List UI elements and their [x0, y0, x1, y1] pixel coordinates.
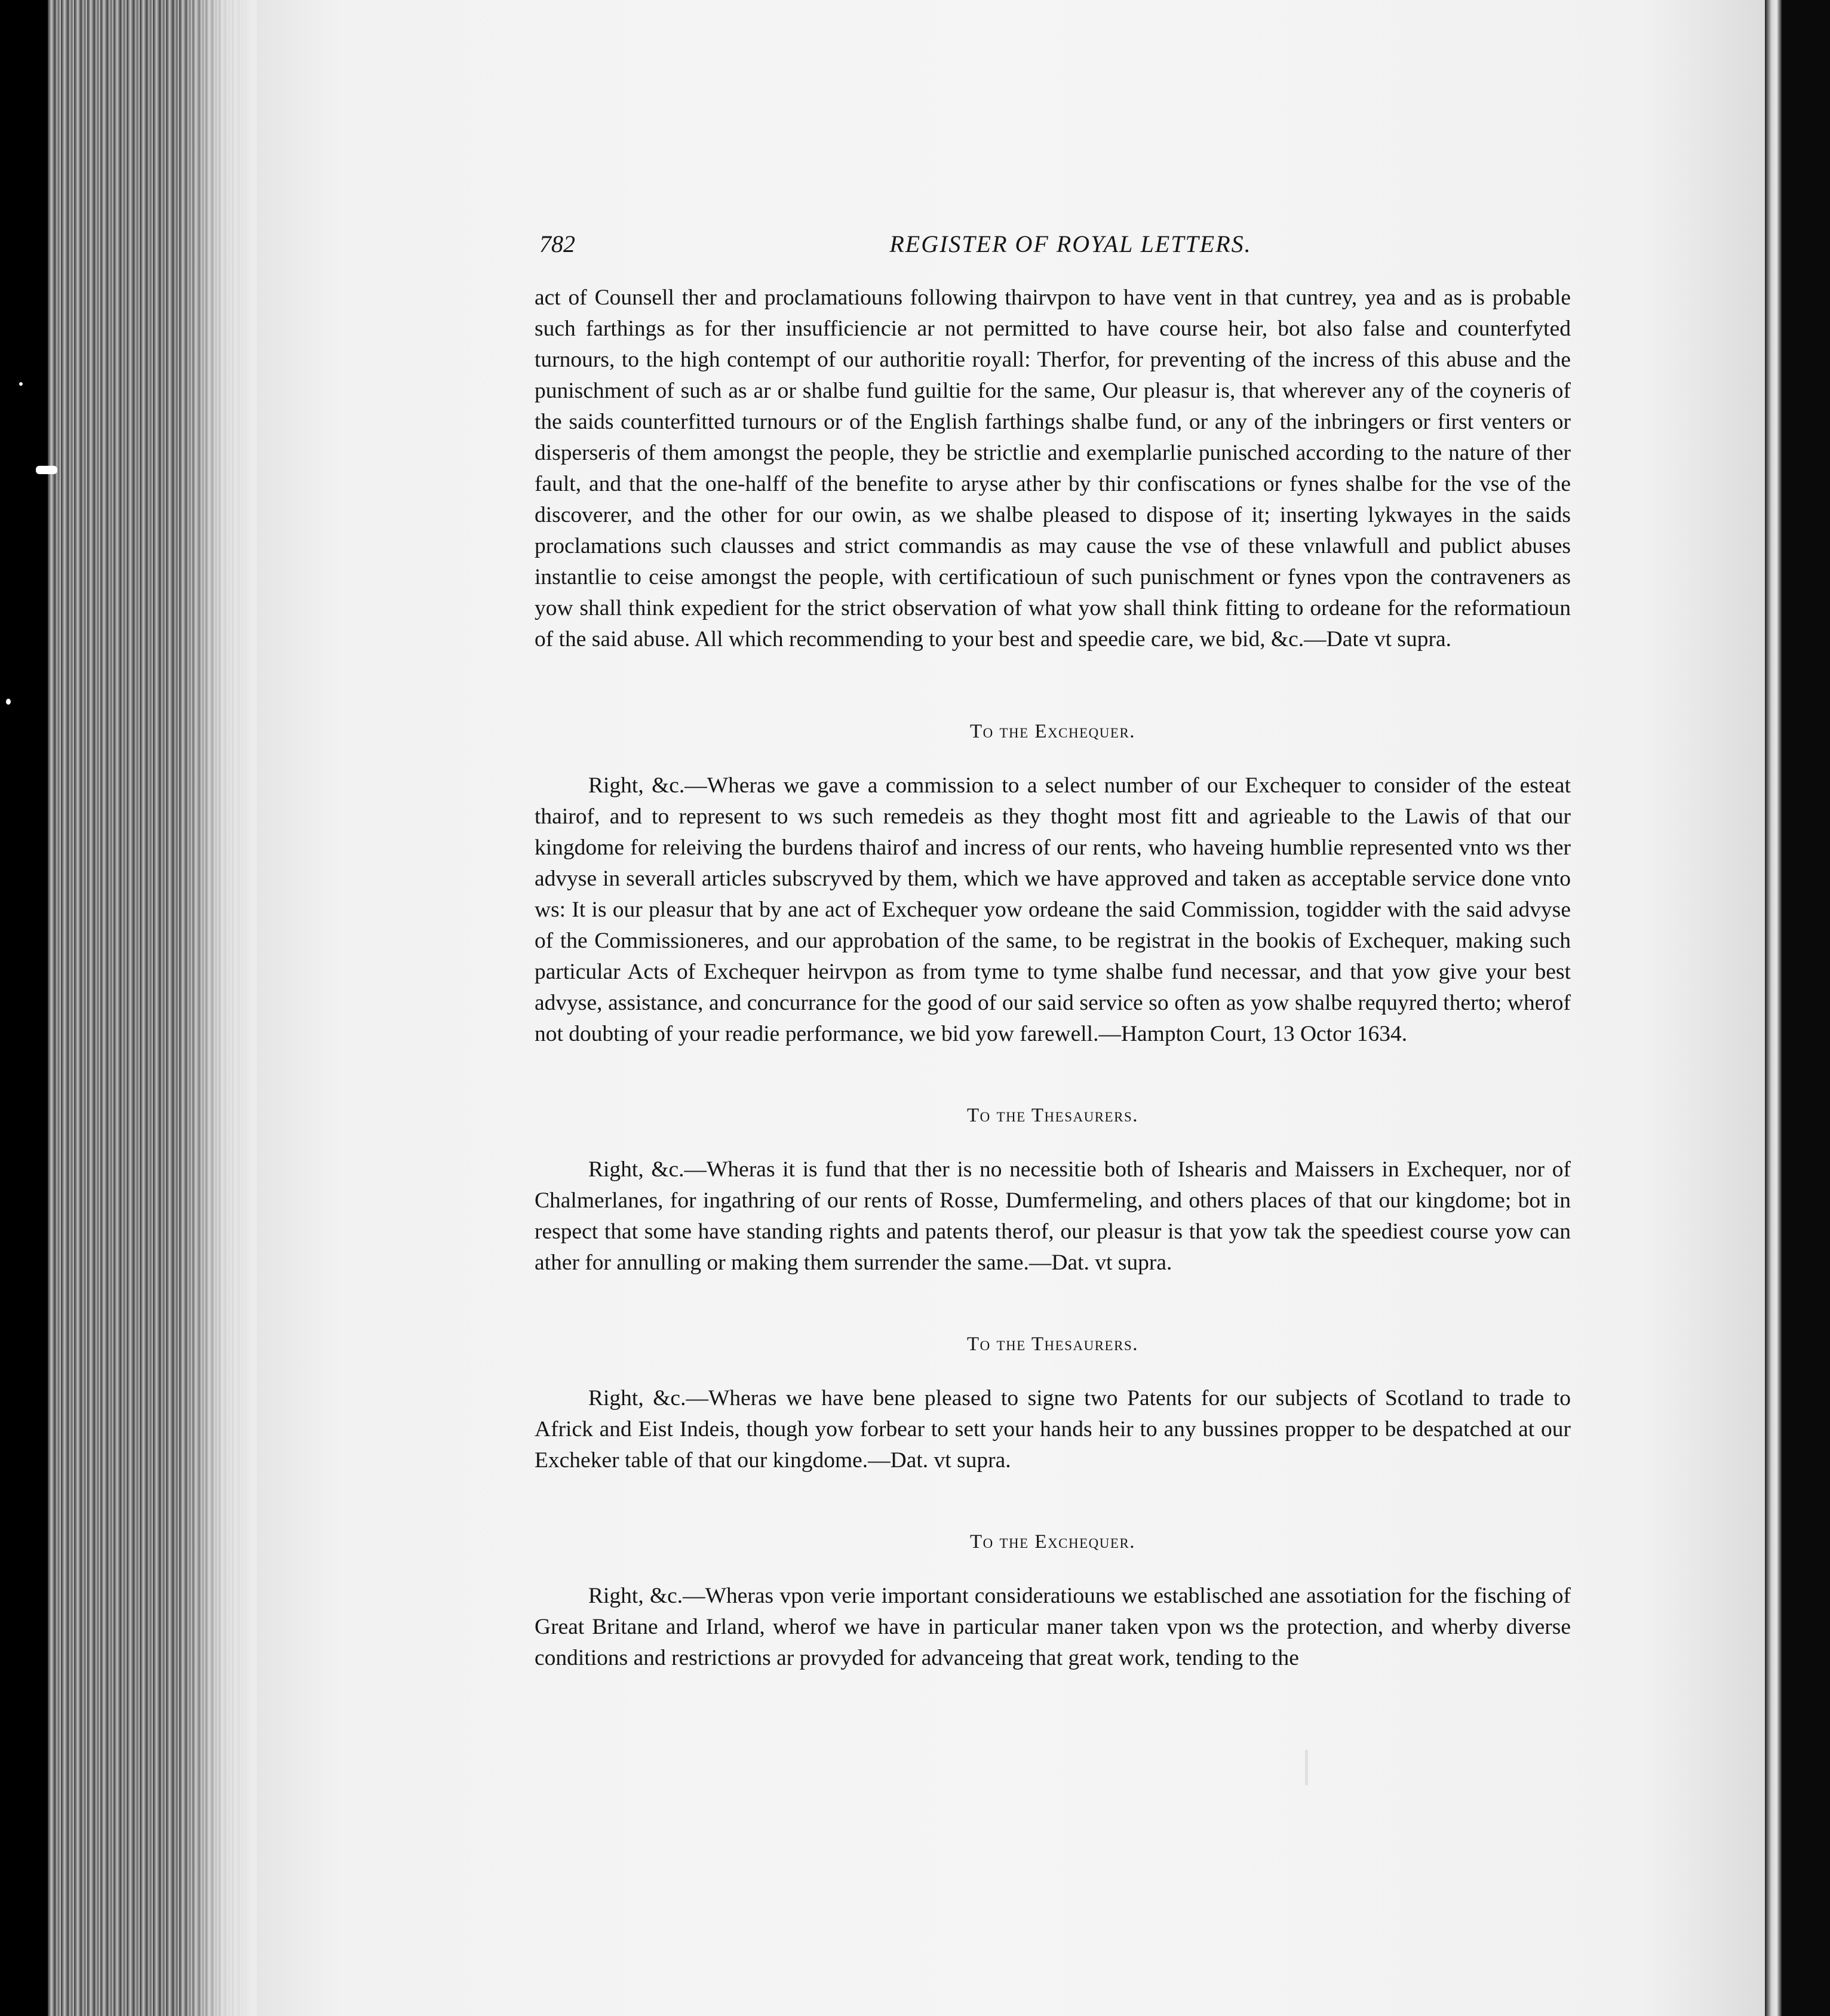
scan-scratch	[1305, 1750, 1308, 1785]
scan-speck	[19, 382, 23, 386]
section-paragraph: Right, &c.—Wheras it is fund that ther is no necessitie both of Ishearis and Maissers in Exchequer, nor of Chalmerlanes, for ingathring of our rents of Rosse, Dumfermeling, and others places of that our kingdome; bot in respect that some have standing rights and patents therof, our pleasur is that yow tak the speediest course yow can ather for annulling or making them surrender the same.—Dat. vt supra.	[535, 1157, 1571, 1275]
section-paragraph: Right, &c.—Wheras we have bene pleased to signe two Patents for our subjects of Scotland to trade to Africk and Eist Indeis, though yow forbear to sett your hands heir to any bussines propper to be despatched at our Excheker table of that our kingdome.—Dat. vt supra.	[535, 1386, 1571, 1473]
page-header	[535, 230, 1571, 266]
scan-speck	[36, 466, 57, 474]
section-paragraph: Right, &c.—Wheras vpon verie important consideratiouns we establisched ane assotiation for the fisching of Great Britane and Irland, wherof we have in particular maner taken vpon ws the protection, and wherby diverse conditions and restrictions ar provyded for advanceing that great work, tending to the	[535, 1584, 1571, 1670]
section-heading: To the Thesaurers.	[967, 1105, 1138, 1126]
section-paragraph: Right, &c.—Wheras we gave a commission to a select number of our Exchequer to consider of the esteat thairof, and to represent to ws such remedeis as they thoght most fitt and agrieable to the Lawis of that our kingdome for releiving the burdens thairof and incress of our rents, who haveing humblie represented vnto ws ther advyse in severall articles subscryved by them, which we have approved and taken as acceptable service done vnto ws: It is our pleasur that by ane act of Exchequer yow ordeane the said Commission, togidder with the said advyse of the Commissioneres, and our approbation of the same, to be registrat in the bookis of Exchequer, making such particular Acts of Exchequer heirvpon as from tyme to tyme shalbe fund necessar, and that yow give your best advyse, assistance, and concurrance for the good of our said service so often as yow shalbe requyred therto; wherof not doubting of your readie performance, we bid yow farewell.—Hampton Court, 13 Octor 1634.	[535, 773, 1571, 1046]
text-block	[535, 230, 1571, 1674]
section-heading: To the Thesaurers.	[967, 1333, 1138, 1355]
page-gutter-shadow	[179, 0, 257, 2016]
right-scan-border	[1765, 0, 1830, 2016]
running-title: REGISTER OF ROYAL LETTERS.	[889, 231, 1252, 257]
opening-paragraph: act of Counsell ther and proclamatiouns following thairvpon to have vent in that cuntrey, yea and as is probable such farthings as for ther insufficiencie ar not permitted to have course heir, bot also false and counterfyted turnours, to the high contempt of our authoritie royall: Therfor, for preventing of the incress of this abuse and the punischment of such as ar or shalbe fund guiltie for the same, Our pleasur is, that wherever any of the coyneris of the saids counterfitted turnours or of the English farthings shalbe fund, or any of the inbringers or first venters or disperseris of them amongst the people, they be strictlie and exemplarlie punisched according to the nature of ther fault, and that the one-halff of the benefite to aryse ather by thir confiscations or fynes shalbe for the vse of the discoverer, and the other for our owin, as we shalbe pleased to dispose of it; inserting lykwayes in the saids proclamations such clausses and strict commandis as may cause the vse of these vnlawfull and publict abuses instantlie to ceise amongst the people, with certificatioun of such punischment or fynes vpon the contraveners as yow shall think expedient for the strict observation of what yow shall think fitting to ordeane for the reformatioun of the said abuse. All which recommending to your best and speedie care, we bid, &c.—Date vt supra.	[535, 285, 1571, 651]
next-page-edge	[1765, 0, 1782, 2016]
section-heading: To the Exchequer.	[969, 721, 1136, 742]
scan-speck	[6, 699, 11, 705]
page-number: 782	[539, 231, 575, 257]
section-heading: To the Exchequer.	[969, 1531, 1136, 1553]
